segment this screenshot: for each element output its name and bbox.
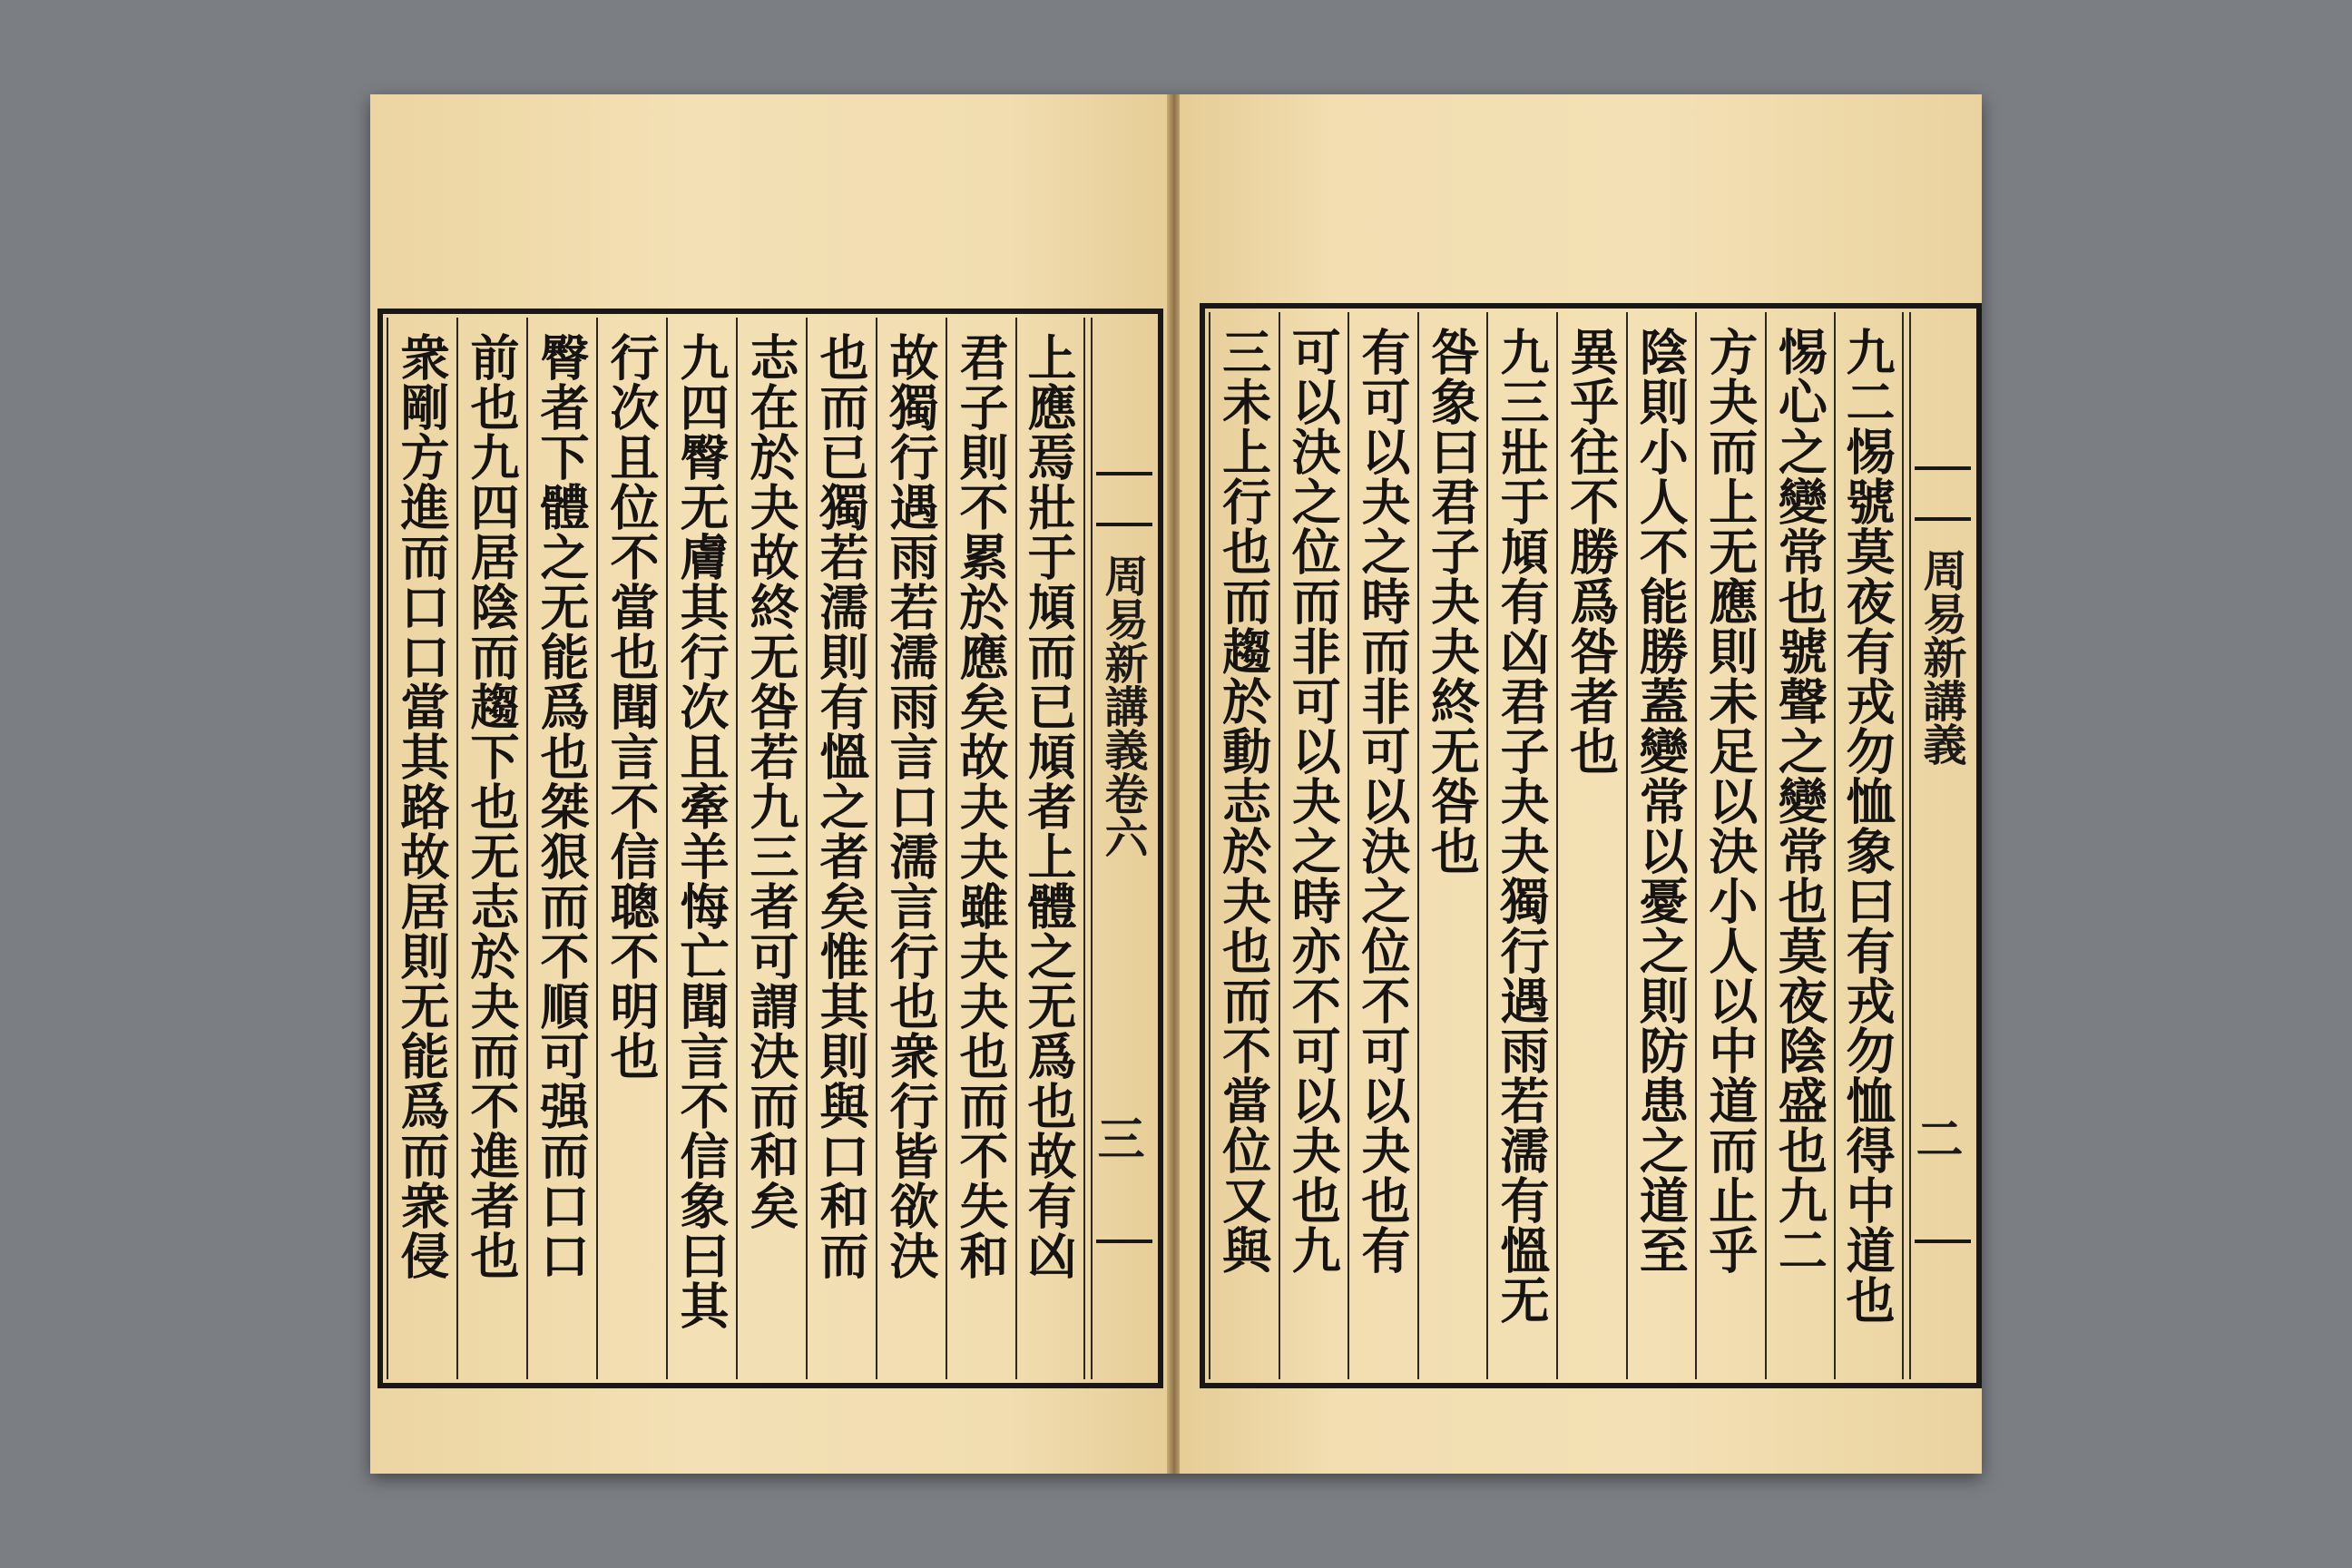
text-column: 有可以夬之時而非可以決之位不可以夬也有 bbox=[1348, 312, 1417, 1379]
left-text-columns bbox=[387, 318, 1085, 1379]
text-column: 上應焉壯于頄而已頄者上體之无爲也故有凶 bbox=[1015, 318, 1085, 1379]
text-column: 三未上行也而趨於動志於夬也而不當位又與 bbox=[1209, 312, 1279, 1379]
text-column: 君子則不累於應矣故夬夬雖夬夬也而不失和 bbox=[946, 318, 1015, 1379]
text-column: 臀者下體之无能爲也桀狠而不順可强而口口 bbox=[526, 318, 596, 1379]
text-column: 陰則小人不能勝蓋變常以憂之則防患之道至 bbox=[1626, 312, 1696, 1379]
text-column: 九三壯于頄有凶君子夬夬獨行遇雨若濡有慍无 bbox=[1486, 312, 1556, 1379]
text-column: 衆剛方進而口口當其路故居則无能爲而衆侵 bbox=[387, 318, 456, 1379]
right-center-margin bbox=[1909, 312, 1975, 1379]
fish-tail-mark bbox=[1096, 472, 1152, 526]
text-column: 九四臀无膚其行次且牽羊悔亡聞言不信象曰其 bbox=[666, 318, 736, 1379]
left-page-frame bbox=[377, 309, 1163, 1388]
margin-rule bbox=[1915, 1240, 1971, 1243]
fish-tail-mark bbox=[1915, 466, 1971, 521]
text-column: 行次且位不當也聞言不信聰不明也 bbox=[596, 318, 666, 1379]
text-column: 惕心之變常也號聲之變常也莫夜陰盛也九二 bbox=[1765, 312, 1835, 1379]
right-text-columns bbox=[1209, 312, 1904, 1379]
page-number: 二 bbox=[1907, 1114, 1963, 1161]
left-page bbox=[370, 94, 1169, 1474]
page-number: 三 bbox=[1089, 1114, 1144, 1161]
text-column: 咎象曰君子夬夬終无咎也 bbox=[1417, 312, 1487, 1379]
right-page-frame bbox=[1200, 303, 1982, 1388]
running-title: 周易新講義 bbox=[1916, 548, 1966, 766]
text-column: 前也九四居陰而趨下也无志於夬而不進者也 bbox=[456, 318, 526, 1379]
text-column: 志在於夬故終无咎若九三者可謂決而和矣 bbox=[736, 318, 806, 1379]
text-column: 九二惕號莫夜有戎勿恤象曰有戎勿恤得中道也 bbox=[1834, 312, 1904, 1379]
text-column: 故獨行遇雨若濡雨言口濡言行也衆行皆欲決 bbox=[876, 318, 946, 1379]
text-column: 也而已獨若濡則有慍之者矣惟其則與口和而 bbox=[806, 318, 876, 1379]
text-column: 方夬而上无應則未足以決小人以中道而止乎 bbox=[1695, 312, 1765, 1379]
open-book bbox=[370, 94, 1982, 1474]
text-column: 異乎往不勝爲咎者也 bbox=[1556, 312, 1626, 1379]
running-title: 周易新講義卷六 bbox=[1097, 554, 1148, 858]
margin-rule bbox=[1096, 1240, 1152, 1243]
left-center-margin bbox=[1091, 318, 1156, 1379]
right-page bbox=[1180, 94, 1982, 1474]
text-column: 可以決之位而非可以夬之時亦不可以夬也九 bbox=[1279, 312, 1348, 1379]
